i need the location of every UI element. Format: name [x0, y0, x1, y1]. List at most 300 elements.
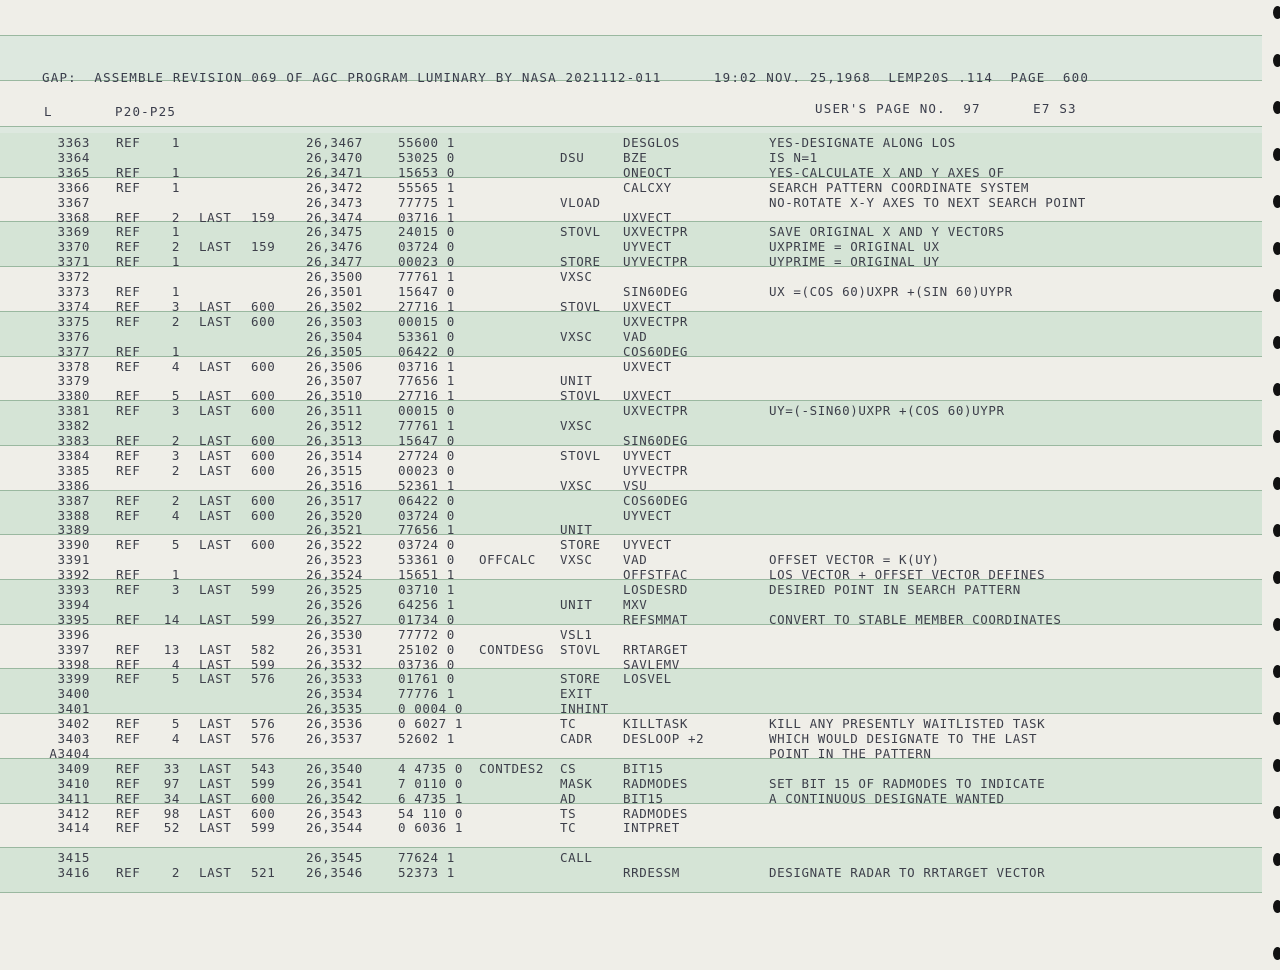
octal-code: 27716 1	[398, 388, 455, 404]
address: 26,3501	[306, 284, 363, 299]
comment: NO-ROTATE X-Y AXES TO NEXT SEARCH POINT	[769, 194, 1086, 210]
ref-count: 97	[163, 775, 180, 791]
operand: UYVECT	[623, 447, 672, 463]
line-number: 3364	[57, 149, 90, 165]
last-label: LAST	[199, 865, 232, 881]
last-page: 600	[251, 403, 276, 419]
table-row	[0, 344, 1262, 359]
line-number: 3391	[57, 552, 90, 568]
comment: UXPRIME = ORIGINAL UX	[769, 239, 940, 255]
symbol-label: CONTDES2	[479, 760, 545, 776]
octal-code: 03736 0	[398, 656, 455, 672]
octal-code: 77775 1	[398, 194, 455, 210]
ref-count: 3	[171, 403, 180, 419]
rule	[0, 35, 1262, 36]
opcode: STORE	[560, 671, 601, 687]
octal-code: 6 4735 1	[398, 790, 464, 806]
tractor-hole	[1273, 618, 1280, 631]
table-row	[0, 463, 1262, 478]
address: 26,3505	[306, 343, 363, 359]
operand: RADMODES	[623, 775, 689, 791]
opcode: UNIT	[560, 596, 593, 612]
last-page: 159	[251, 239, 276, 255]
last-label: LAST	[199, 433, 232, 448]
table-row	[0, 567, 1262, 582]
tractor-hole	[1273, 101, 1280, 114]
ref-label: REF	[116, 611, 141, 627]
operand: RRDESSM	[623, 865, 680, 881]
operand: UYVECTPR	[623, 254, 689, 270]
ref-label: REF	[116, 760, 141, 776]
address: 26,3523	[306, 552, 363, 568]
tractor-hole	[1273, 336, 1280, 349]
line-number: 3377	[57, 343, 90, 359]
last-label: LAST	[199, 656, 232, 672]
line-number: 3367	[57, 194, 90, 210]
table-row	[0, 612, 1262, 627]
last-page: 600	[251, 433, 276, 448]
octal-code: 15647 0	[398, 284, 455, 299]
last-label: LAST	[199, 358, 232, 374]
octal-code: 77761 1	[398, 269, 455, 285]
last-label: LAST	[199, 447, 232, 463]
ref-count: 3	[171, 582, 180, 597]
opcode: STOVL	[560, 447, 601, 463]
last-page: 600	[251, 492, 276, 508]
ref-label: REF	[116, 671, 141, 687]
table-row	[0, 746, 1262, 761]
octal-code: 77761 1	[398, 418, 455, 434]
operand: VAD	[623, 552, 648, 568]
section-range: P20-P25	[115, 104, 177, 119]
last-label: LAST	[199, 820, 232, 836]
tractor-hole	[1273, 148, 1280, 161]
comment: KILL ANY PRESENTLY WAITLISTED TASK	[769, 716, 1046, 732]
last-page: 599	[251, 611, 276, 627]
octal-code: 55565 1	[398, 179, 455, 195]
opcode: UNIT	[560, 373, 593, 389]
comment: UY=(-SIN60)UXPR +(COS 60)UYPR	[769, 403, 1005, 419]
ref-count: 5	[171, 388, 180, 404]
ref-label: REF	[116, 164, 141, 180]
ref-label: REF	[116, 462, 141, 478]
address: 26,3472	[306, 179, 363, 195]
last-page: 600	[251, 298, 276, 314]
user-page-number: USER'S PAGE NO. 97 E7 S3	[815, 101, 1077, 116]
assembly-header: GAP: ASSEMBLE REVISION 069 OF AGC PROGRAM LUMINARY BY NASA 2021112-011 19:02 NOV. 25,1968 LEMP20S .114 PAGE 600	[42, 70, 1090, 85]
last-label: LAST	[199, 760, 232, 776]
table-row	[0, 403, 1262, 418]
operand: UXVECT	[623, 358, 672, 374]
table-row	[0, 522, 1262, 537]
ref-count: 1	[171, 284, 180, 299]
octal-code: 00015 0	[398, 403, 455, 419]
line-number: 3385	[57, 462, 90, 478]
opcode: INHINT	[560, 701, 609, 717]
opcode: VXSC	[560, 418, 593, 434]
ref-count: 13	[163, 641, 180, 657]
operand: BIT15	[623, 760, 664, 776]
last-label: LAST	[199, 731, 232, 746]
opcode: CALL	[560, 850, 593, 866]
octal-code: 53025 0	[398, 149, 455, 165]
ref-label: REF	[116, 224, 141, 240]
comment: SAVE ORIGINAL X AND Y VECTORS	[769, 224, 1005, 240]
address: 26,3524	[306, 567, 363, 583]
octal-code: 77776 1	[398, 686, 455, 702]
table-row	[0, 373, 1262, 388]
ref-count: 98	[163, 805, 180, 821]
address: 26,3530	[306, 626, 363, 642]
table-row	[0, 552, 1262, 567]
ref-count: 5	[171, 716, 180, 732]
operand: BIT15	[623, 790, 664, 806]
last-label: LAST	[199, 403, 232, 419]
address: 26,3544	[306, 820, 363, 836]
tractor-hole	[1273, 430, 1280, 443]
octal-code: 0 6036 1	[398, 820, 464, 836]
address: 26,3542	[306, 790, 363, 806]
table-row	[0, 731, 1262, 746]
address: 26,3506	[306, 358, 363, 374]
operand: RADMODES	[623, 805, 689, 821]
operand: LOSDESRD	[623, 582, 689, 597]
ref-label: REF	[116, 805, 141, 821]
comment: WHICH WOULD DESIGNATE TO THE LAST	[769, 731, 1038, 746]
address: 26,3507	[306, 373, 363, 389]
comment: OFFSET VECTOR = K(UY)	[769, 552, 940, 568]
operand: VAD	[623, 328, 648, 344]
address: 26,3510	[306, 388, 363, 404]
ref-label: REF	[116, 358, 141, 374]
operand: INTPRET	[623, 820, 680, 836]
table-row	[0, 195, 1262, 210]
address: 26,3522	[306, 537, 363, 553]
octal-code: 77656 1	[398, 522, 455, 538]
last-page: 599	[251, 820, 276, 836]
line-number: 3400	[57, 686, 90, 702]
last-label: LAST	[199, 611, 232, 627]
last-label: LAST	[199, 671, 232, 687]
octal-code: 52361 1	[398, 477, 455, 493]
table-row	[0, 597, 1262, 612]
comment: A CONTINUOUS DESIGNATE WANTED	[769, 790, 1005, 806]
octal-code: 4 4735 0	[398, 760, 464, 776]
opcode: TC	[560, 820, 577, 836]
last-label: LAST	[199, 507, 232, 523]
ref-label: REF	[116, 716, 141, 732]
table-row	[0, 210, 1262, 225]
octal-code: 03716 1	[398, 358, 455, 374]
octal-code: 25102 0	[398, 641, 455, 657]
octal-code: 77656 1	[398, 373, 455, 389]
ref-label: REF	[116, 790, 141, 806]
table-row	[0, 433, 1262, 448]
last-page: 600	[251, 447, 276, 463]
operand: COS60DEG	[623, 492, 689, 508]
ref-label: REF	[116, 641, 141, 657]
table-row	[0, 820, 1262, 835]
ref-label: REF	[116, 731, 141, 746]
ref-label: REF	[116, 582, 141, 597]
line-number: 3383	[57, 433, 90, 448]
tractor-hole	[1273, 524, 1280, 537]
operand: BZE	[623, 149, 648, 165]
octal-code: 03724 0	[398, 537, 455, 553]
address: 26,3511	[306, 403, 363, 419]
table-row	[0, 448, 1262, 463]
last-page: 576	[251, 716, 276, 732]
line-number: 3382	[57, 418, 90, 434]
last-label: LAST	[199, 805, 232, 821]
octal-code: 06422 0	[398, 343, 455, 359]
ref-count: 4	[171, 358, 180, 374]
line-number: 3381	[57, 403, 90, 419]
comment: LOS VECTOR + OFFSET VECTOR DEFINES	[769, 567, 1046, 583]
address: 26,3535	[306, 701, 363, 717]
comment: CONVERT TO STABLE MEMBER COORDINATES	[769, 611, 1062, 627]
last-page: 576	[251, 671, 276, 687]
ref-label: REF	[116, 656, 141, 672]
last-page: 576	[251, 731, 276, 746]
table-row	[0, 224, 1262, 239]
octal-code: 03710 1	[398, 582, 455, 597]
comment: YES-CALCULATE X AND Y AXES OF	[769, 164, 1005, 180]
last-page: 600	[251, 388, 276, 404]
ref-label: REF	[116, 254, 141, 270]
address: 26,3504	[306, 328, 363, 344]
line-number: 3374	[57, 298, 90, 314]
ref-count: 1	[171, 179, 180, 195]
tractor-hole	[1273, 571, 1280, 584]
ref-label: REF	[116, 447, 141, 463]
line-number: 3375	[57, 313, 90, 329]
ref-count: 2	[171, 433, 180, 448]
operand: MXV	[623, 596, 648, 612]
address: 26,3471	[306, 164, 363, 180]
address: 26,3503	[306, 313, 363, 329]
last-page: 600	[251, 358, 276, 374]
operand: COS60DEG	[623, 343, 689, 359]
ref-label: REF	[116, 239, 141, 255]
line-number: 3393	[57, 582, 90, 597]
line-number: 3402	[57, 716, 90, 732]
tractor-hole	[1273, 54, 1280, 67]
comment: IS N=1	[769, 149, 818, 165]
last-page: 159	[251, 209, 276, 225]
operand: UXVECT	[623, 298, 672, 314]
line-number: 3371	[57, 254, 90, 270]
octal-code: 15647 0	[398, 433, 455, 448]
opcode: CADR	[560, 731, 593, 746]
ref-label: REF	[116, 507, 141, 523]
octal-code: 27724 0	[398, 447, 455, 463]
opcode: TC	[560, 716, 577, 732]
line-number: 3379	[57, 373, 90, 389]
address: 26,3521	[306, 522, 363, 538]
table-row	[0, 418, 1262, 433]
address: 26,3467	[306, 135, 363, 150]
ref-label: REF	[116, 537, 141, 553]
line-number: 3372	[57, 269, 90, 285]
tractor-hole	[1273, 289, 1280, 302]
ref-label: REF	[116, 298, 141, 314]
ref-label: REF	[116, 492, 141, 508]
table-row	[0, 314, 1262, 329]
address: 26,3527	[306, 611, 363, 627]
last-page: 599	[251, 656, 276, 672]
opcode: STOVL	[560, 641, 601, 657]
ref-count: 3	[171, 298, 180, 314]
octal-code: 24015 0	[398, 224, 455, 240]
tractor-hole	[1273, 383, 1280, 396]
ref-count: 1	[171, 224, 180, 240]
octal-code: 52373 1	[398, 865, 455, 881]
line-number: 3403	[57, 731, 90, 746]
comment: UX =(COS 60)UXPR +(SIN 60)UYPR	[769, 284, 1013, 299]
octal-code: 55600 1	[398, 135, 455, 150]
octal-code: 00015 0	[398, 313, 455, 329]
tractor-hole	[1273, 477, 1280, 490]
opcode: STORE	[560, 537, 601, 553]
ref-label: REF	[116, 284, 141, 299]
ref-count: 4	[171, 507, 180, 523]
address: 26,3545	[306, 850, 363, 866]
opcode: STOVL	[560, 298, 601, 314]
tractor-hole	[1273, 712, 1280, 725]
octal-code: 77772 0	[398, 626, 455, 642]
address: 26,3515	[306, 462, 363, 478]
line-number: 3363	[57, 135, 90, 150]
opcode: VXSC	[560, 328, 593, 344]
opcode: DSU	[560, 149, 585, 165]
ref-count: 1	[171, 343, 180, 359]
line-number: 3401	[57, 701, 90, 717]
line-number: 3365	[57, 164, 90, 180]
opcode: MASK	[560, 775, 593, 791]
octal-code: 77624 1	[398, 850, 455, 866]
last-label: LAST	[199, 582, 232, 597]
address: 26,3532	[306, 656, 363, 672]
comment: DESIRED POINT IN SEARCH PATTERN	[769, 582, 1021, 597]
comment: UYPRIME = ORIGINAL UY	[769, 254, 940, 270]
opcode: UNIT	[560, 522, 593, 538]
ref-count: 1	[171, 254, 180, 270]
octal-code: 52602 1	[398, 731, 455, 746]
opcode: VXSC	[560, 269, 593, 285]
line-number: 3396	[57, 626, 90, 642]
address: 26,3512	[306, 418, 363, 434]
last-page: 599	[251, 775, 276, 791]
line-number: 3386	[57, 477, 90, 493]
ref-label: REF	[116, 179, 141, 195]
line-number: 3388	[57, 507, 90, 523]
address: 26,3525	[306, 582, 363, 597]
comment: YES-DESIGNATE ALONG LOS	[769, 135, 956, 150]
ref-label: REF	[116, 775, 141, 791]
operand: SIN60DEG	[623, 433, 689, 448]
address: 26,3502	[306, 298, 363, 314]
operand: LOSVEL	[623, 671, 672, 687]
ref-count: 2	[171, 313, 180, 329]
last-label: LAST	[199, 313, 232, 329]
last-page: 600	[251, 805, 276, 821]
last-label: LAST	[199, 209, 232, 225]
last-label: LAST	[199, 641, 232, 657]
last-page: 600	[251, 790, 276, 806]
ref-count: 1	[171, 135, 180, 150]
opcode: TS	[560, 805, 577, 821]
table-row	[0, 701, 1262, 716]
table-row	[0, 299, 1262, 314]
comment: SEARCH PATTERN COORDINATE SYSTEM	[769, 179, 1030, 195]
address: 26,3517	[306, 492, 363, 508]
table-row	[0, 716, 1262, 731]
operand: UXVECTPR	[623, 224, 689, 240]
line-number: 3410	[57, 775, 90, 791]
last-page: 600	[251, 462, 276, 478]
table-row	[0, 657, 1262, 672]
address: 26,3470	[306, 149, 363, 165]
opcode: EXIT	[560, 686, 593, 702]
tractor-hole	[1273, 6, 1280, 19]
tractor-hole	[1273, 900, 1280, 913]
ref-count: 5	[171, 537, 180, 553]
last-page: 600	[251, 537, 276, 553]
ref-count: 1	[171, 567, 180, 583]
octal-code: 53361 0	[398, 328, 455, 344]
ref-count: 4	[171, 656, 180, 672]
address: 26,3540	[306, 760, 363, 776]
last-page: 582	[251, 641, 276, 657]
opcode: STORE	[560, 254, 601, 270]
line-number: 3397	[57, 641, 90, 657]
ref-label: REF	[116, 313, 141, 329]
ref-label: REF	[116, 403, 141, 419]
last-label: LAST	[199, 537, 232, 553]
line-number: 3390	[57, 537, 90, 553]
operand: DESLOOP +2	[623, 731, 705, 746]
tractor-hole	[1273, 665, 1280, 678]
last-page: 600	[251, 313, 276, 329]
ref-label: REF	[116, 209, 141, 225]
octal-code: 01734 0	[398, 611, 455, 627]
ref-count: 2	[171, 462, 180, 478]
address: 26,3514	[306, 447, 363, 463]
ref-count: 14	[163, 611, 180, 627]
table-row	[0, 388, 1262, 403]
octal-code: 0 6027 1	[398, 716, 464, 732]
octal-code: 7 0110 0	[398, 775, 464, 791]
line-number: 3415	[57, 850, 90, 866]
ref-count: 4	[171, 731, 180, 746]
tractor-hole	[1273, 242, 1280, 255]
table-row	[0, 359, 1262, 374]
octal-code: 27716 1	[398, 298, 455, 314]
address: 26,3536	[306, 716, 363, 732]
address: 26,3546	[306, 865, 363, 881]
opcode: STOVL	[560, 224, 601, 240]
ref-count: 2	[171, 239, 180, 255]
address: 26,3475	[306, 224, 363, 240]
ref-count: 2	[171, 209, 180, 225]
line-number: 3412	[57, 805, 90, 821]
table-row	[0, 284, 1262, 299]
address: 26,3474	[306, 209, 363, 225]
last-page: 521	[251, 865, 276, 881]
line-number: 3411	[57, 790, 90, 806]
opcode: VLOAD	[560, 194, 601, 210]
